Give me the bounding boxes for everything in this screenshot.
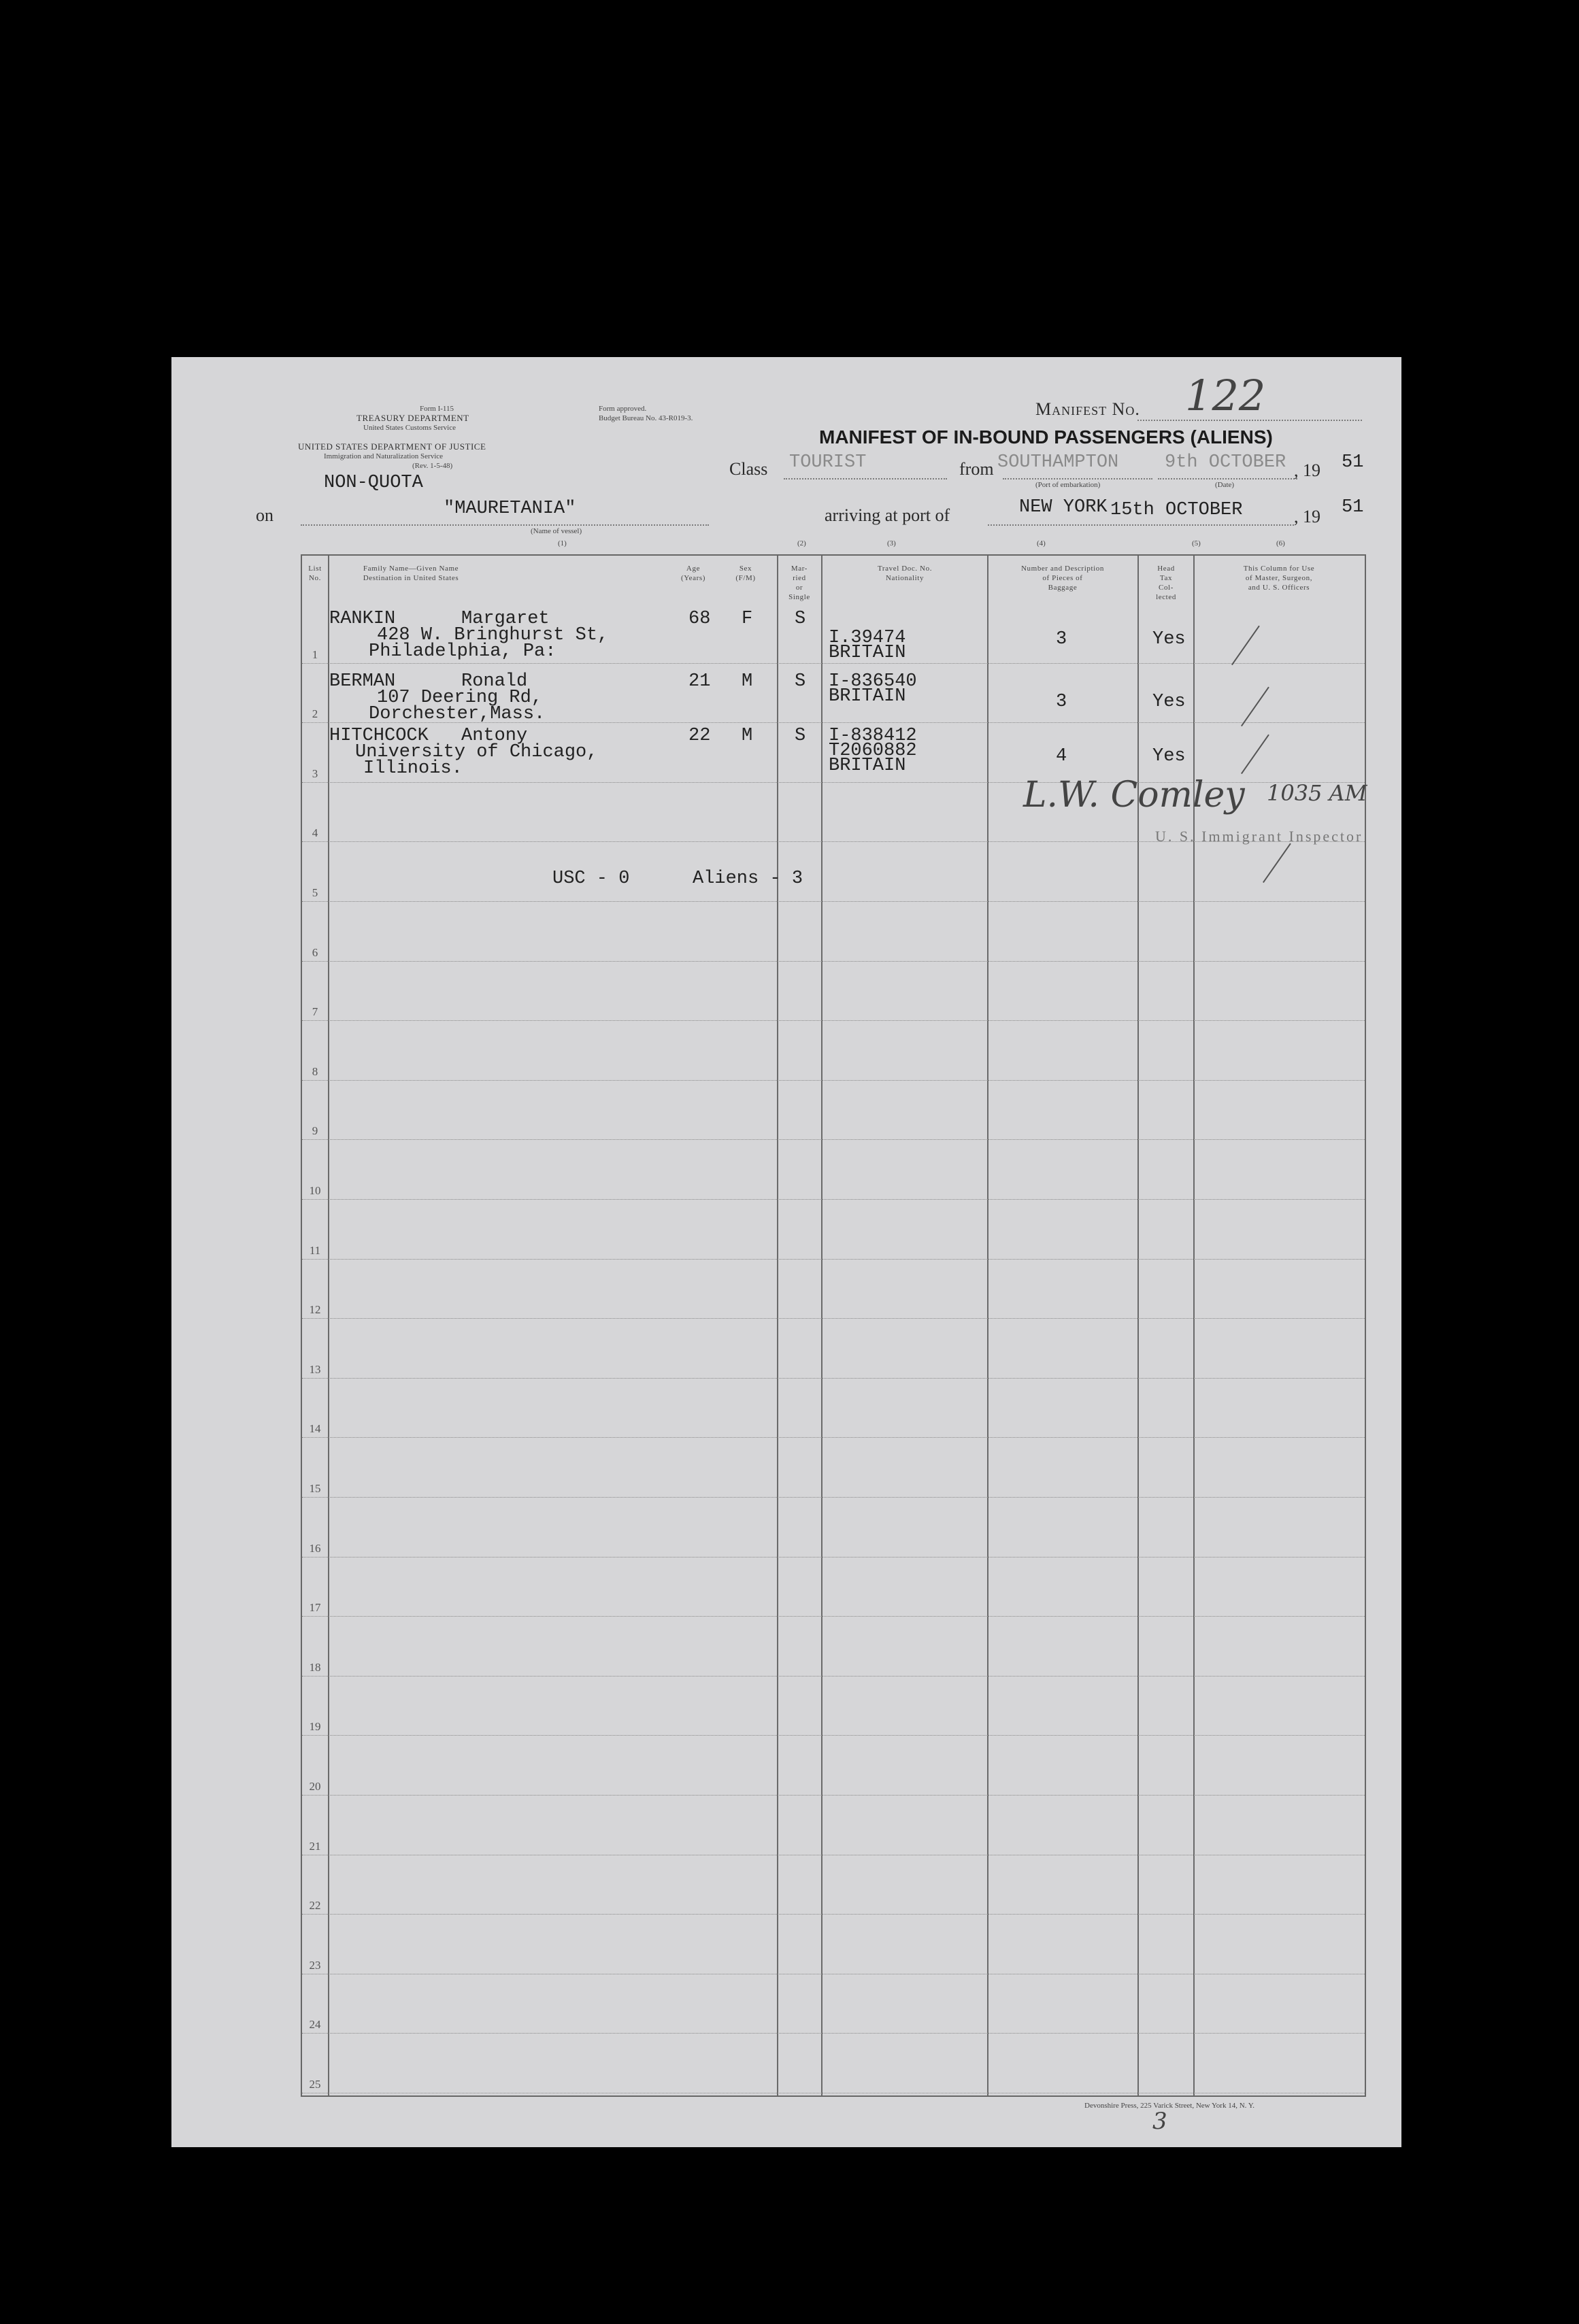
arriving-label: arriving at port of — [825, 505, 950, 525]
given-name: Ronald — [461, 671, 528, 692]
budget-bureau: Budget Bureau No. 43-R019-3. — [599, 414, 693, 422]
col-num: (6) — [1276, 539, 1285, 548]
destination-line2: Dorchester,Mass. — [369, 704, 546, 724]
manifest-page — [171, 357, 1401, 2147]
header-list-no: List No. — [308, 565, 322, 582]
from-label: from — [959, 459, 994, 479]
arrival-year-prefix: , 19 — [1294, 507, 1320, 526]
col-num: (1) — [558, 539, 567, 548]
class-label: Class — [729, 459, 768, 479]
row-number: 15 — [309, 1482, 321, 1495]
date-caption: (Date) — [1215, 481, 1235, 489]
departure-year-prefix: , 19 — [1294, 460, 1320, 480]
arrival-year: 51 — [1342, 497, 1364, 518]
row-number: 24 — [309, 2018, 321, 2032]
row-line — [302, 1139, 1365, 1140]
row-line — [302, 961, 1365, 962]
row-number: 25 — [309, 2078, 321, 2091]
row-line — [302, 1437, 1365, 1438]
check-mark — [1231, 626, 1260, 665]
row-number: 17 — [309, 1601, 321, 1615]
departure-year: 51 — [1342, 452, 1364, 473]
row-line — [302, 1259, 1365, 1260]
header-sex: Sex (F/M) — [735, 565, 756, 582]
head-tax: Yes — [1152, 692, 1186, 712]
family-name: RANKIN — [329, 609, 396, 629]
treasury-dept: TREASURY DEPARTMENT — [356, 413, 469, 423]
destination-line1: 428 W. Bringhurst St, — [377, 625, 609, 645]
form-number: Form I-115 — [420, 405, 454, 413]
row-line — [302, 1735, 1365, 1736]
row-number: 10 — [309, 1184, 321, 1197]
row-number: 21 — [309, 1839, 321, 1853]
row-number: 13 — [309, 1362, 321, 1376]
destination-line1: University of Chicago, — [355, 742, 598, 762]
form-approved: Form approved. — [599, 405, 647, 413]
row-line — [302, 1616, 1365, 1617]
header-head-tax: Head Tax Col- lected — [1156, 565, 1176, 601]
revision: (Rev. 1-5-48) — [412, 462, 453, 470]
row-line — [302, 1020, 1365, 1021]
row-number: 23 — [309, 1958, 321, 1972]
row-number: 7 — [312, 1005, 318, 1019]
col-num: (2) — [797, 539, 806, 548]
on-label: on — [256, 505, 273, 525]
justice-dept: UNITED STATES DEPARTMENT OF JUSTICE — [298, 441, 486, 452]
row-number: 22 — [309, 1899, 321, 1913]
departure-date: 9th OCTOBER — [1165, 452, 1286, 473]
head-tax: Yes — [1152, 629, 1186, 650]
head-tax: Yes — [1152, 746, 1186, 767]
ins-service: Immigration and Naturalization Service — [324, 452, 444, 460]
inspector-signature: L.W. Comley — [1023, 775, 1245, 815]
col-num: (5) — [1192, 539, 1201, 548]
row-number: 16 — [309, 1541, 321, 1555]
port-embark-caption: (Port of embarkation) — [1035, 481, 1101, 489]
row-line — [302, 1378, 1365, 1379]
travel-doc-line3: BRITAIN — [829, 756, 906, 776]
age: 68 — [688, 609, 711, 629]
col-num: (4) — [1037, 539, 1046, 548]
row-line — [302, 1318, 1365, 1319]
sex: M — [742, 671, 753, 692]
sex: M — [742, 726, 753, 746]
printer-imprint: Devonshire Press, 225 Varick Street, New York 14, N. Y. — [1084, 2102, 1255, 2110]
page-number: 3 — [1152, 2108, 1167, 2135]
given-name: Margaret — [461, 609, 550, 629]
row-line — [302, 2033, 1365, 2034]
destination-line2: Illinois. — [363, 758, 463, 779]
check-mark — [1241, 735, 1269, 774]
port-of-embarkation: SOUTHAMPTON — [997, 452, 1119, 473]
marital-status: S — [795, 609, 806, 629]
row-line — [302, 1080, 1365, 1081]
row-number: 9 — [312, 1124, 318, 1138]
sex: F — [742, 609, 753, 629]
quota-status: NON-QUOTA — [324, 473, 423, 493]
row-line — [302, 1914, 1365, 1915]
header-age: Age (Years) — [680, 565, 706, 582]
row-number: 4 — [312, 826, 318, 840]
header-married: Mar- ried or Single — [788, 565, 810, 601]
row-line — [302, 1497, 1365, 1498]
summary-usc: USC - 0 — [552, 869, 630, 889]
row-line — [302, 1795, 1365, 1796]
vessel-name: "MAURETANIA" — [444, 499, 576, 519]
row-number: 1 — [312, 647, 318, 661]
marital-status: S — [795, 671, 806, 692]
age: 22 — [688, 726, 711, 746]
travel-doc: I-838412 — [829, 726, 917, 746]
class-value: TOURIST — [789, 452, 867, 473]
row-number: 5 — [312, 886, 318, 899]
row-number: 19 — [309, 1720, 321, 1734]
row-number: 12 — [309, 1303, 321, 1317]
header-travel-doc: Travel Doc. No. Nationality — [877, 565, 933, 582]
row-number: 2 — [312, 707, 318, 721]
row-number: 14 — [309, 1422, 321, 1436]
inspector-title: U. S. Immigrant Inspector — [1155, 828, 1363, 845]
row-line — [302, 1199, 1365, 1200]
manifest-number: 122 — [1185, 371, 1266, 420]
travel-doc-line2: BRITAIN — [829, 643, 906, 663]
header-baggage: Number and Description of Pieces of Baggage — [1021, 565, 1104, 592]
row-number: 18 — [309, 1660, 321, 1674]
inspection-time: 1035 AM — [1267, 780, 1367, 806]
check-mark — [1263, 843, 1291, 883]
row-number: 8 — [312, 1064, 318, 1078]
travel-doc: I-836540 — [829, 671, 917, 692]
family-name: BERMAN — [329, 671, 396, 692]
row-line — [302, 1676, 1365, 1677]
row-number: 6 — [312, 945, 318, 959]
age: 21 — [688, 671, 711, 692]
col-num: (3) — [887, 539, 896, 548]
travel-doc-line2: BRITAIN — [829, 686, 906, 707]
travel-doc-line2: T2060882 — [829, 741, 917, 761]
destination-line2: Philadelphia, Pa: — [369, 641, 556, 662]
vessel-caption: (Name of vessel) — [531, 527, 582, 535]
row-number: 11 — [309, 1243, 321, 1257]
baggage-count: 3 — [1056, 629, 1067, 650]
family-name: HITCHCOCK — [329, 726, 429, 746]
destination-line1: 107 Deering Rd, — [377, 688, 543, 708]
row-number: 3 — [312, 767, 318, 780]
baggage-count: 4 — [1056, 746, 1067, 767]
row-number: 20 — [309, 1780, 321, 1793]
travel-doc: I.39474 — [829, 628, 906, 648]
customs-service: United States Customs Service — [363, 424, 456, 432]
row-line — [302, 901, 1365, 902]
summary-aliens: Aliens - 3 — [693, 869, 803, 889]
header-officers: This Column for Use of Master, Surgeon, and U. S. Officers — [1243, 565, 1315, 592]
manifest-number-label: Manifest No. — [1035, 399, 1140, 419]
baggage-count: 3 — [1056, 692, 1067, 712]
header-name: Family Name—Given Name Destination in United States — [363, 565, 459, 582]
arrival-date: 15th OCTOBER — [1110, 500, 1243, 520]
passenger-table — [301, 554, 1366, 2097]
arrival-port: NEW YORK — [1019, 497, 1108, 518]
check-mark — [1241, 687, 1269, 726]
given-name: Antony — [461, 726, 528, 746]
marital-status: S — [795, 726, 806, 746]
manifest-title: MANIFEST OF IN-BOUND PASSENGERS (ALIENS) — [819, 426, 1273, 448]
